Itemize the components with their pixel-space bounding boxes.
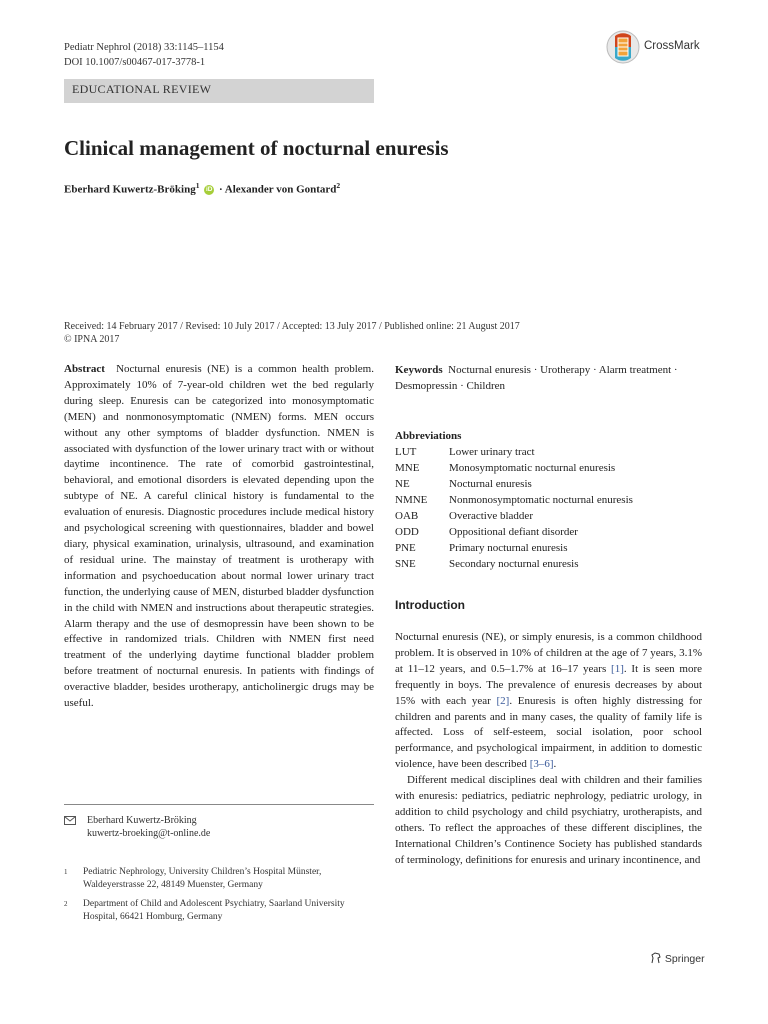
abbreviation-row: [395, 460, 702, 476]
journal-header: [64, 40, 224, 70]
abstract-label: Abstract: [64, 363, 105, 375]
affiliation-text: Department of Child and Adolescent Psychiatry, Saarland University Hospital, 66421 Homburg, Germany: [83, 899, 345, 922]
publisher-logo: [650, 952, 705, 965]
orcid-icon[interactable]: iD: [205, 186, 213, 194]
abbreviation: SNE: [395, 558, 416, 570]
affiliation-number: 2: [64, 900, 68, 908]
crossmark-icon: [606, 30, 640, 64]
abbreviation-meaning: Nocturnal enuresis: [449, 478, 532, 490]
abbreviation-meaning: Primary nocturnal enuresis: [449, 542, 568, 554]
affiliation-text: Pediatric Nephrology, University Children’s Hospital Münster, Waldeyerstrasse 22, 48149 Muenster, Germany: [83, 867, 322, 890]
springer-horse-icon: [650, 952, 662, 964]
abbreviation: NMNE: [395, 494, 428, 506]
abstract-text: Nocturnal enuresis (NE) is a common health problem. Approximately 10% of 7-year-old children wet the bed regularly during sleep. Enuresis can be categorized into monosymptomatic (MEN) and nonmonosymptomatic (NMEN) forms. MEN occurs without any other symptoms of bladder dysfunction. NMEN is associated with dysfunction of the lower urinary tract with or without daytime incontinence. The rate of comorbid gastrointestinal, behavioral, and emotional disorders is elevated depending upon the subtype of NE. A careful clinical history is fundamental to the evaluation of enuresis. Diagnostic procedures include medical history and psychological screening with questionnaires, bladder and bowel diary, physical examination, urinalysis, ultrasound, and examination of residual urine. The mainstay of treatment is urotherapy with information and psychoeducation about normal lower urinary tract function, the underlying cause of MEN, disturbed bladder dysfunction in the child with NMEN and instructions about therapeutic strategies. Alarm therapy and the use of desmopressin have been shown to be effective in randomized trials. Children with NMEN first need treatment of the underlying daytime functional bladder problem before treatment of nocturnal enuresis. In patients with findings of overactive bladder, besides urotherapy, anticholinergic drugs may be useful.: [64, 363, 374, 710]
abbreviation-list: [395, 444, 702, 572]
introduction-paragraph: [395, 630, 702, 773]
right-column: [395, 362, 702, 869]
keywords-text: Nocturnal enuresis · Urotherapy · Alarm treatment · Desmopressin · Children: [395, 364, 678, 392]
abbreviation-row: [395, 492, 702, 508]
text-run: Nocturnal enuresis (NE), or simply enuresis, is a common childhood problem. It is observed in 10% of children at the age of 7 years, 3.1% at 11–12 years, and 0.5–1.7% at 16–17 years: [395, 631, 702, 675]
abstract-column: [64, 362, 374, 712]
footnote-divider: [64, 804, 374, 805]
crossmark-badge[interactable]: [606, 30, 726, 66]
abbreviation-meaning: Secondary nocturnal enuresis: [449, 558, 579, 570]
publisher-name: Springer: [664, 953, 705, 965]
abbreviation-meaning: Nonmonosymptomatic nocturnal enuresis: [449, 494, 633, 506]
abbreviation-row: [395, 556, 702, 572]
introduction-heading: Introduction: [395, 598, 465, 612]
article-title: Clinical management of nocturnal enuresis: [64, 136, 449, 160]
abbreviation-meaning: Monosymptomatic nocturnal enuresis: [449, 462, 616, 474]
envelope-icon: [64, 816, 76, 825]
author-separator: ·: [218, 183, 223, 196]
affiliations: [0, 866, 400, 936]
abbreviations-heading: Abbreviations: [395, 430, 462, 442]
text-run: . Enuresis is often highly distressing for children and parents and in many cases, the quality of family life is affected. Loss of self-esteem, social isolation, poor school performance, and psychological impairment, in addition to domestic violence, have been described: [395, 694, 702, 771]
abbreviation-meaning: Lower urinary tract: [449, 446, 535, 458]
abbreviation: LUT: [395, 446, 417, 458]
abbreviation: ODD: [395, 526, 419, 538]
abbreviation-row: [395, 476, 702, 492]
journal-citation: Pediatr Nephrol (2018) 33:1145–1154: [64, 42, 224, 53]
crossmark-label: CrossMark: [644, 40, 700, 52]
author-line: [64, 181, 340, 196]
contact-name: Eberhard Kuwertz-Bröking: [87, 815, 197, 826]
author-affiliation-mark: 2: [336, 181, 341, 190]
copyright: © IPNA 2017: [64, 334, 120, 345]
author-affiliation-mark: 1: [195, 181, 200, 190]
text-run: .: [553, 758, 557, 771]
section-bar: [64, 79, 374, 103]
dates-line: Received: 14 February 2017 / Revised: 10 July 2017 / Accepted: 13 July 2017 / Published online: 21 August 2017: [64, 321, 520, 332]
citation-link[interactable]: [2]: [496, 694, 510, 707]
article-dates: [64, 320, 520, 346]
abbreviation-meaning: Oppositional defiant disorder: [449, 526, 578, 538]
abbreviation: PNE: [395, 542, 416, 554]
abbreviation-row: [395, 508, 702, 524]
affiliation-number: 1: [64, 868, 68, 876]
section-label: EDUCATIONAL REVIEW: [72, 82, 212, 96]
abstract: [64, 362, 374, 712]
keywords: [395, 362, 702, 394]
abbreviation-row: [395, 540, 702, 556]
abbreviation: OAB: [395, 510, 419, 522]
corresponding-author: [64, 814, 210, 840]
author-name: Eberhard Kuwertz-Bröking: [64, 183, 196, 196]
citation-link[interactable]: [3–6]: [529, 758, 554, 771]
text-run: . It is seen more frequently in boys. The prevalence of enuresis decreases by about 15% with each year: [395, 662, 703, 707]
abbreviation: NE: [395, 478, 410, 490]
abbreviation-row: [395, 444, 702, 460]
keywords-label: Keywords: [395, 364, 443, 376]
contact-email[interactable]: kuwertz-broeking@t-online.de: [87, 828, 211, 839]
doi[interactable]: DOI 10.1007/s00467-017-3778-1: [64, 57, 206, 68]
introduction-paragraph: Different medical disciplines deal with children and their families with enuresis: pediatrics, pediatric nephrology, pediatric urology, in addition to child psychology and child psychiatry, urotherapists, and others. To reflect the approaches of these different disciplines, the International Children’s Continence Society has published standards of terminology, definitions for enuresis and urinary incontinence, and: [395, 774, 702, 866]
author-name: Alexander von Gontard: [224, 183, 337, 196]
abbreviation-meaning: Overactive bladder: [449, 510, 533, 522]
citation-link[interactable]: [1]: [611, 662, 624, 675]
abbreviation-row: [395, 524, 702, 540]
abbreviation: MNE: [395, 462, 420, 474]
